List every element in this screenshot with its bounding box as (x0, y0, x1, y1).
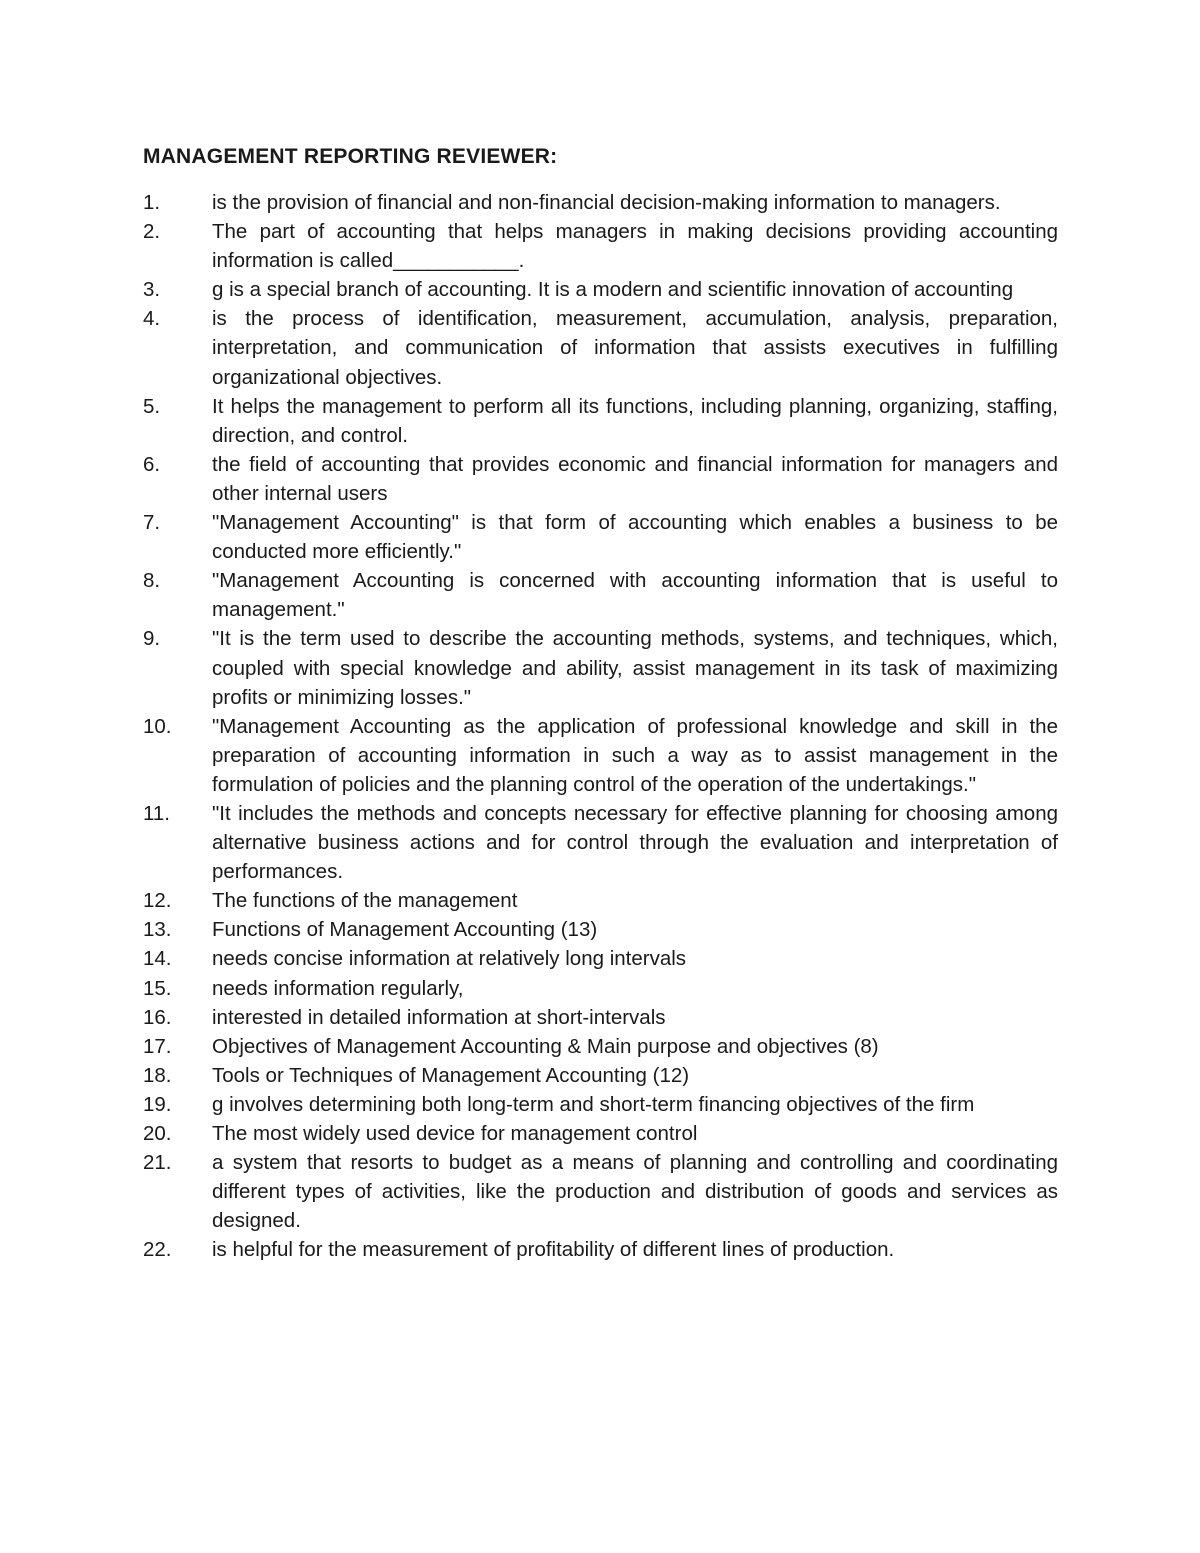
item-number: 3. (143, 278, 161, 302)
list-item (143, 217, 1058, 275)
item-number: 2. (143, 220, 161, 244)
list-item (143, 1032, 1058, 1061)
list-item (143, 944, 1058, 973)
list-item (143, 974, 1058, 1003)
item-text: is the provision of financial and non-financial decision-making information to managers. (212, 191, 1001, 214)
item-text: Functions of Management Accounting (13) (212, 918, 598, 942)
item-text: needs concise information at relatively long intervals (212, 947, 687, 971)
list-item (143, 392, 1058, 450)
list-item (143, 566, 1058, 624)
list-item (143, 624, 1058, 711)
item-number: 5. (143, 394, 161, 418)
item-text: needs information regularly, (212, 976, 464, 1000)
list-item (143, 304, 1058, 391)
item-number: 15. (143, 976, 172, 1000)
item-text: "Management Accounting is concerned with accounting information that is useful to management." (212, 569, 1058, 622)
list-item (143, 712, 1058, 799)
item-number: 14. (143, 947, 172, 971)
item-number: 1. (143, 191, 161, 214)
list-item (143, 915, 1058, 944)
item-text: is the process of identification, measurement, accumulation, analysis, preparation, interpretation, and communication of information that assists executives in fulfilling organizational objectives. (212, 307, 1058, 389)
list-item (143, 1148, 1058, 1235)
item-number: 18. (143, 1063, 172, 1087)
item-number: 21. (143, 1151, 172, 1175)
list-item (143, 188, 1058, 217)
item-text: interested in detailed information at short-intervals (212, 1005, 666, 1029)
item-text: "Management Accounting as the application of professional knowledge and skill in the preparation of accounting information in such a way as to assist management in the formulation of policies and the planning control of the operation of the undertakings." (212, 714, 1058, 796)
list-item (143, 1119, 1058, 1148)
item-number: 6. (143, 452, 161, 476)
item-number: 19. (143, 1092, 172, 1116)
list-item (143, 1235, 1058, 1264)
item-text: is helpful for the measurement of profitability of different lines of production. (212, 1238, 895, 1262)
list-item (143, 886, 1058, 915)
item-number: 16. (143, 1005, 172, 1029)
item-number: 12. (143, 889, 172, 913)
item-text: "Management Accounting" is that form of accounting which enables a business to be conducted more efficiently." (212, 511, 1058, 564)
item-text: "It is the term used to describe the accounting methods, systems, and techniques, which, coupled with special knowledge and ability, assist management in its task of maximizing profits or minimizing losses." (212, 627, 1058, 709)
document-title: MANAGEMENT REPORTING REVIEWER: (143, 145, 558, 168)
item-text: The functions of the management (212, 889, 518, 913)
item-number: 4. (143, 307, 161, 331)
item-text: a system that resorts to budget as a means of planning and controlling and coordinating different types of activities, like the production and distribution of goods and services as designed. (212, 1151, 1058, 1233)
item-text: the field of accounting that provides economic and financial information for managers and other internal users (212, 452, 1058, 505)
list-item (143, 508, 1058, 566)
item-text: Objectives of Management Accounting & Main purpose and objectives (8) (212, 1034, 879, 1058)
item-text: "It includes the methods and concepts necessary for effective planning for choosing among alternative business actions and for control through the evaluation and interpretation of performances. (212, 801, 1058, 884)
item-number: 20. (143, 1122, 172, 1145)
list-item (143, 1061, 1058, 1090)
list-item (143, 1003, 1058, 1032)
list-item (143, 450, 1058, 508)
item-number: 10. (143, 714, 172, 738)
item-text: The part of accounting that helps managers in making decisions providing accounting information is called___________. (212, 220, 1058, 273)
item-text: Tools or Techniques of Management Accounting (12) (212, 1063, 690, 1087)
item-number: 8. (143, 569, 161, 593)
item-number: 22. (143, 1238, 172, 1262)
list-item (143, 1090, 1058, 1119)
item-number: 9. (143, 627, 161, 651)
item-text: The most widely used device for management control (212, 1122, 698, 1145)
item-number: 17. (143, 1034, 172, 1058)
item-number: 7. (143, 511, 161, 535)
list-item (143, 799, 1058, 886)
list-item (143, 275, 1058, 304)
reviewer-question-list (143, 188, 1058, 1264)
item-number: 13. (143, 918, 172, 942)
item-number: 11. (143, 801, 170, 825)
item-text: g involves determining both long-term and short-term financing objectives of the firm (212, 1092, 975, 1116)
item-text: It helps the management to perform all its functions, including planning, organizing, staffing, direction, and control. (212, 394, 1058, 447)
item-text: g is a special branch of accounting. It is a modern and scientific innovation of accounting (212, 278, 1014, 302)
